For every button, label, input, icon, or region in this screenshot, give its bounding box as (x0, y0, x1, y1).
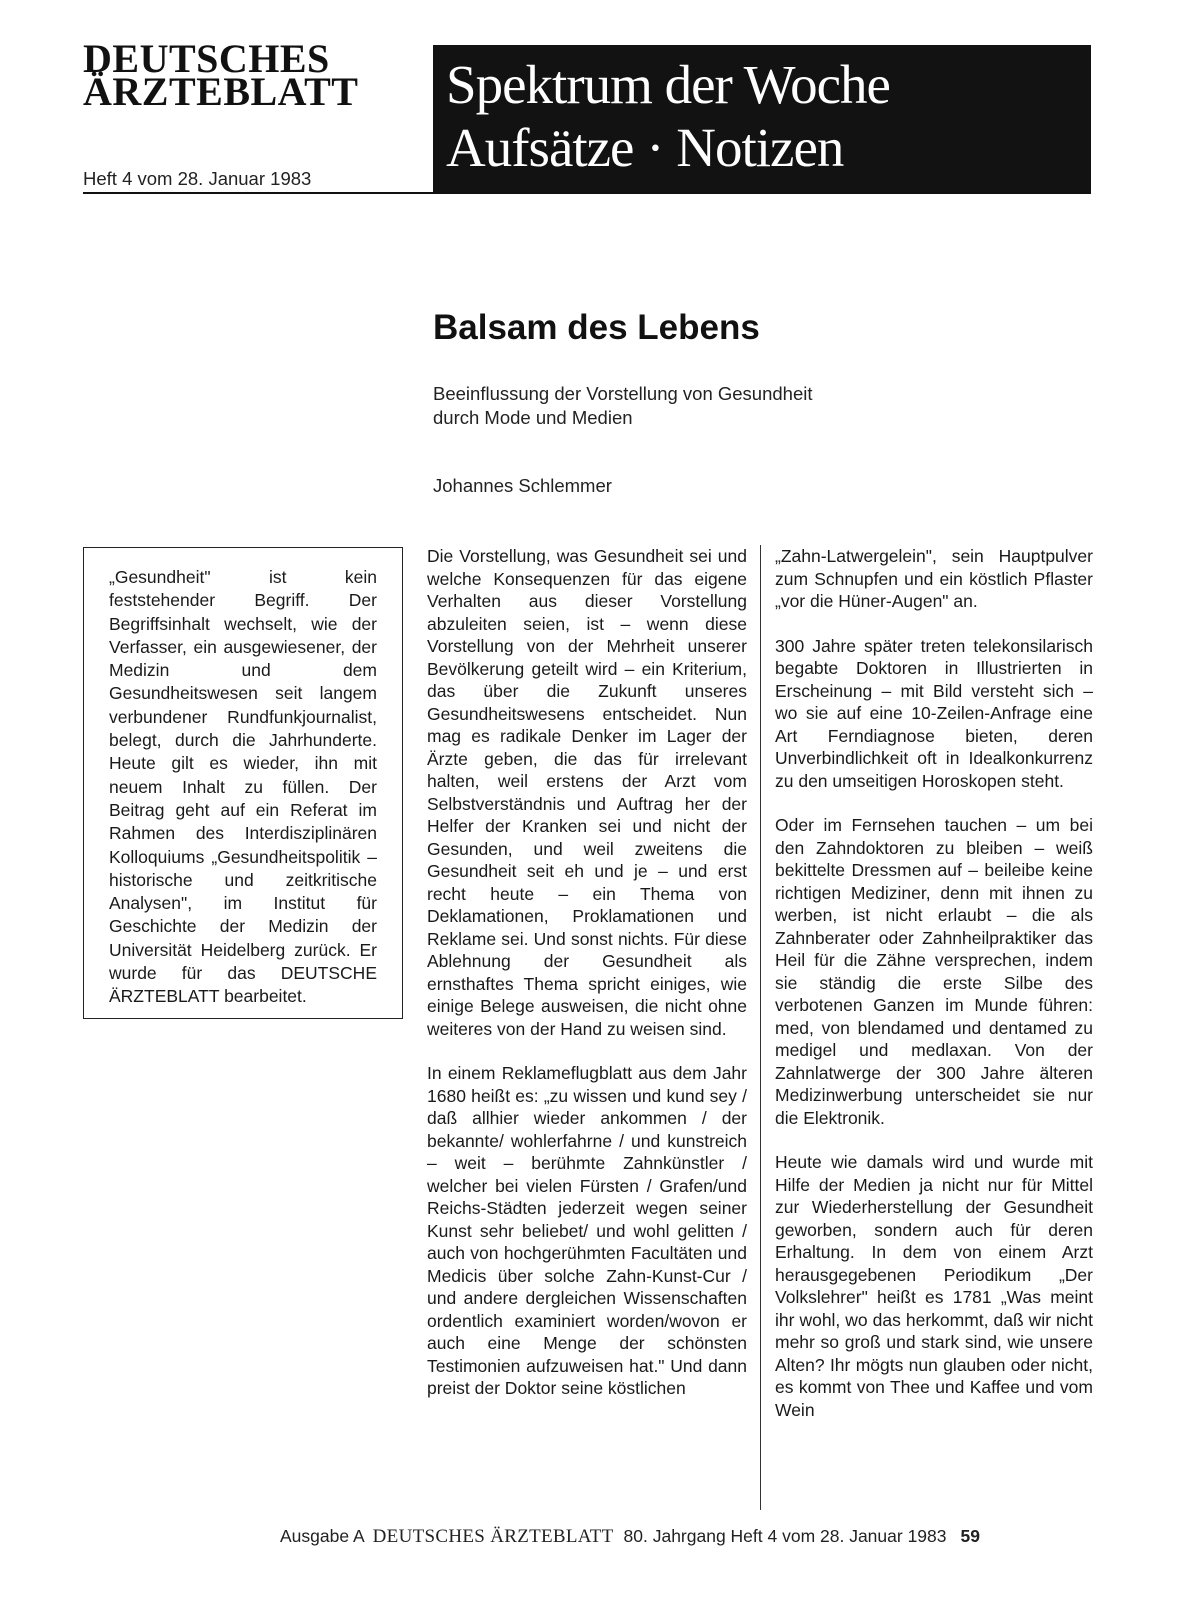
footer-edition: Ausgabe A (280, 1526, 365, 1546)
section-banner-line1: Spektrum der Woche (446, 54, 890, 115)
masthead-title-line1: DEUTSCHES (83, 36, 330, 81)
page-number: 59 (960, 1526, 980, 1546)
body-paragraph: Heute wie damals wird und wurde mit Hilfe der Medien ja nicht nur für Mittel zur Wiederherstellung der Gesundheit geworben, sondern auch für deren Erhaltung. In dem von einem Arzt herausgegebenen Periodikum „Der Volkslehrer" heißt es 1781 „Was meint ihr wohl, wo das herkommt, daß wir nicht mehr so groß und stark sind, wie unsere Alten? Ihr mögts nun glauben oder nicht, es kommt von Thee und Kaffee und vom Wein (775, 1152, 1093, 1420)
article-subtitle-line2: durch Mode und Medien (433, 407, 633, 428)
body-paragraph: In einem Reklameflugblatt aus dem Jahr 1680 heißt es: „zu wissen und kund sey / daß allhier wieder ankommen / der bekannte/ wohlerfahrne / und kunstreich – weit – berühmte Zahnkünstler / welcher bei vielen Fürsten / Grafen/und Reichs-Städten jederzeit wegen seiner Kunst sehr beliebet/ und wohl gelitten / auch von hochgerühmten Facultäten und Medicis über solche Zahn-Kunst-Cur / und andere dergleichen Wissenschaften ordentlich examiniert worden/wovon er auch eine Menge der schönsten Testimonien aufzuweisen hat." Und dann preist der Doktor seine köstlichen (427, 1063, 747, 1398)
header-rule (83, 192, 1091, 194)
footer-journal-name: DEUTSCHES ÄRZTEBLATT (372, 1526, 614, 1547)
abstract-box (83, 547, 403, 1019)
page-footer (280, 1526, 980, 1548)
body-column-middle (427, 545, 747, 1422)
body-column-right (775, 545, 1093, 1443)
body-paragraph: Die Vorstellung, was Gesundheit sei und welche Konsequenzen für das eigene Verhalten aus dieser Vorstellung abzuleiten seien, ist – wenn diese Vorstellung von der Mehrheit unserer Bevölkerung geteilt wird – ein Kriterium, das über die Zukunft unseres Gesundheitswesens entscheidet. Nun mag es radikale Denker im Lager der Ärzte geben, die das für irrelevant halten, weil erstens der Arzt vom Selbstverständnis und Auftrag her der Helfer der Kranken sei und nicht der Gesunden, und weil zweitens die Gesundheit seit eh und je – und erst recht heute – ein Thema von Deklamationen, Proklamationen und Reklame sei. Und sonst nichts. Für diese Ablehnung der Gesundheit als ernsthaftes Thema spricht einiges, wie einige Belege ausweisen, die nicht ohne weiteres von der Hand zu weisen sind. (427, 546, 747, 1039)
article-subtitle (433, 382, 993, 430)
article-subtitle-line1: Beeinflussung der Vorstellung von Gesundheit (433, 383, 813, 404)
issue-date: Heft 4 vom 28. Januar 1983 (83, 168, 312, 189)
section-banner-line2: Aufsätze · Notizen (446, 117, 844, 178)
masthead-title-line2: ÄRZTEBLATT (83, 69, 359, 114)
body-paragraph: 300 Jahre später treten telekonsilarisch begabte Doktoren in Illustrierten in Erscheinung – mit Bild versteht sich – wo sie auf eine 10-Zeilen-Anfrage eine Art Ferndiagnose bieten, deren Unverbindlichkeit oft in Idealkonkurrenz zu den umseitigen Horoskopen steht. (775, 635, 1093, 791)
column-divider (760, 545, 761, 1510)
masthead-logo (83, 36, 423, 114)
article-author: Johannes Schlemmer (433, 475, 612, 496)
footer-volume: 80. Jahrgang Heft 4 vom 28. Januar 1983 (623, 1526, 947, 1546)
body-paragraph: Oder im Fernsehen tauchen – um bei den Zahndoktoren zu bleiben – weiß bekittelte Dressmen auf – beileibe keine richtigen Mediziner, denn mit ihnen zu werben, ist nicht erlaubt – die als Zahnberater oder Zahnheilpraktiker das Heil für die Zähne versprechen, indem sie ständig die erste Silbe des verbotenen Ganzen im Munde führen: med, von blendamed und dentamed zu medigel und medlaxan. Von der Zahnlatwerge der 300 Jahre älteren Medizinwerbung unterscheidet sie nur die Elektronik. (775, 815, 1093, 1128)
section-banner (433, 45, 1091, 192)
abstract-text: „Gesundheit" ist kein feststehender Begriff. Der Begriffsinhalt wechselt, wie der Verfasser, ein ausgewiesener, der Medizin und dem Gesundheitswesen seit langem verbundener Rundfunkjournalist, belegt, durch die Jahrhunderte. Heute gilt es wieder, ihn mit neuem Inhalt zu füllen. Der Beitrag geht auf ein Referat im Rahmen des Interdisziplinären Kolloquiums „Gesundheitspolitik – historische und zeitkritische Analysen", im Institut für Geschichte der Medizin der Universität Heidelberg zurück. Er wurde für das DEUTSCHE ÄRZTEBLATT bearbeitet. (109, 567, 377, 1007)
body-paragraph: „Zahn-Latwergelein", sein Hauptpulver zum Schnupfen und ein köstlich Pflaster „vor die Hüner-Augen" an. (775, 546, 1093, 611)
article-title: Balsam des Lebens (433, 308, 760, 347)
